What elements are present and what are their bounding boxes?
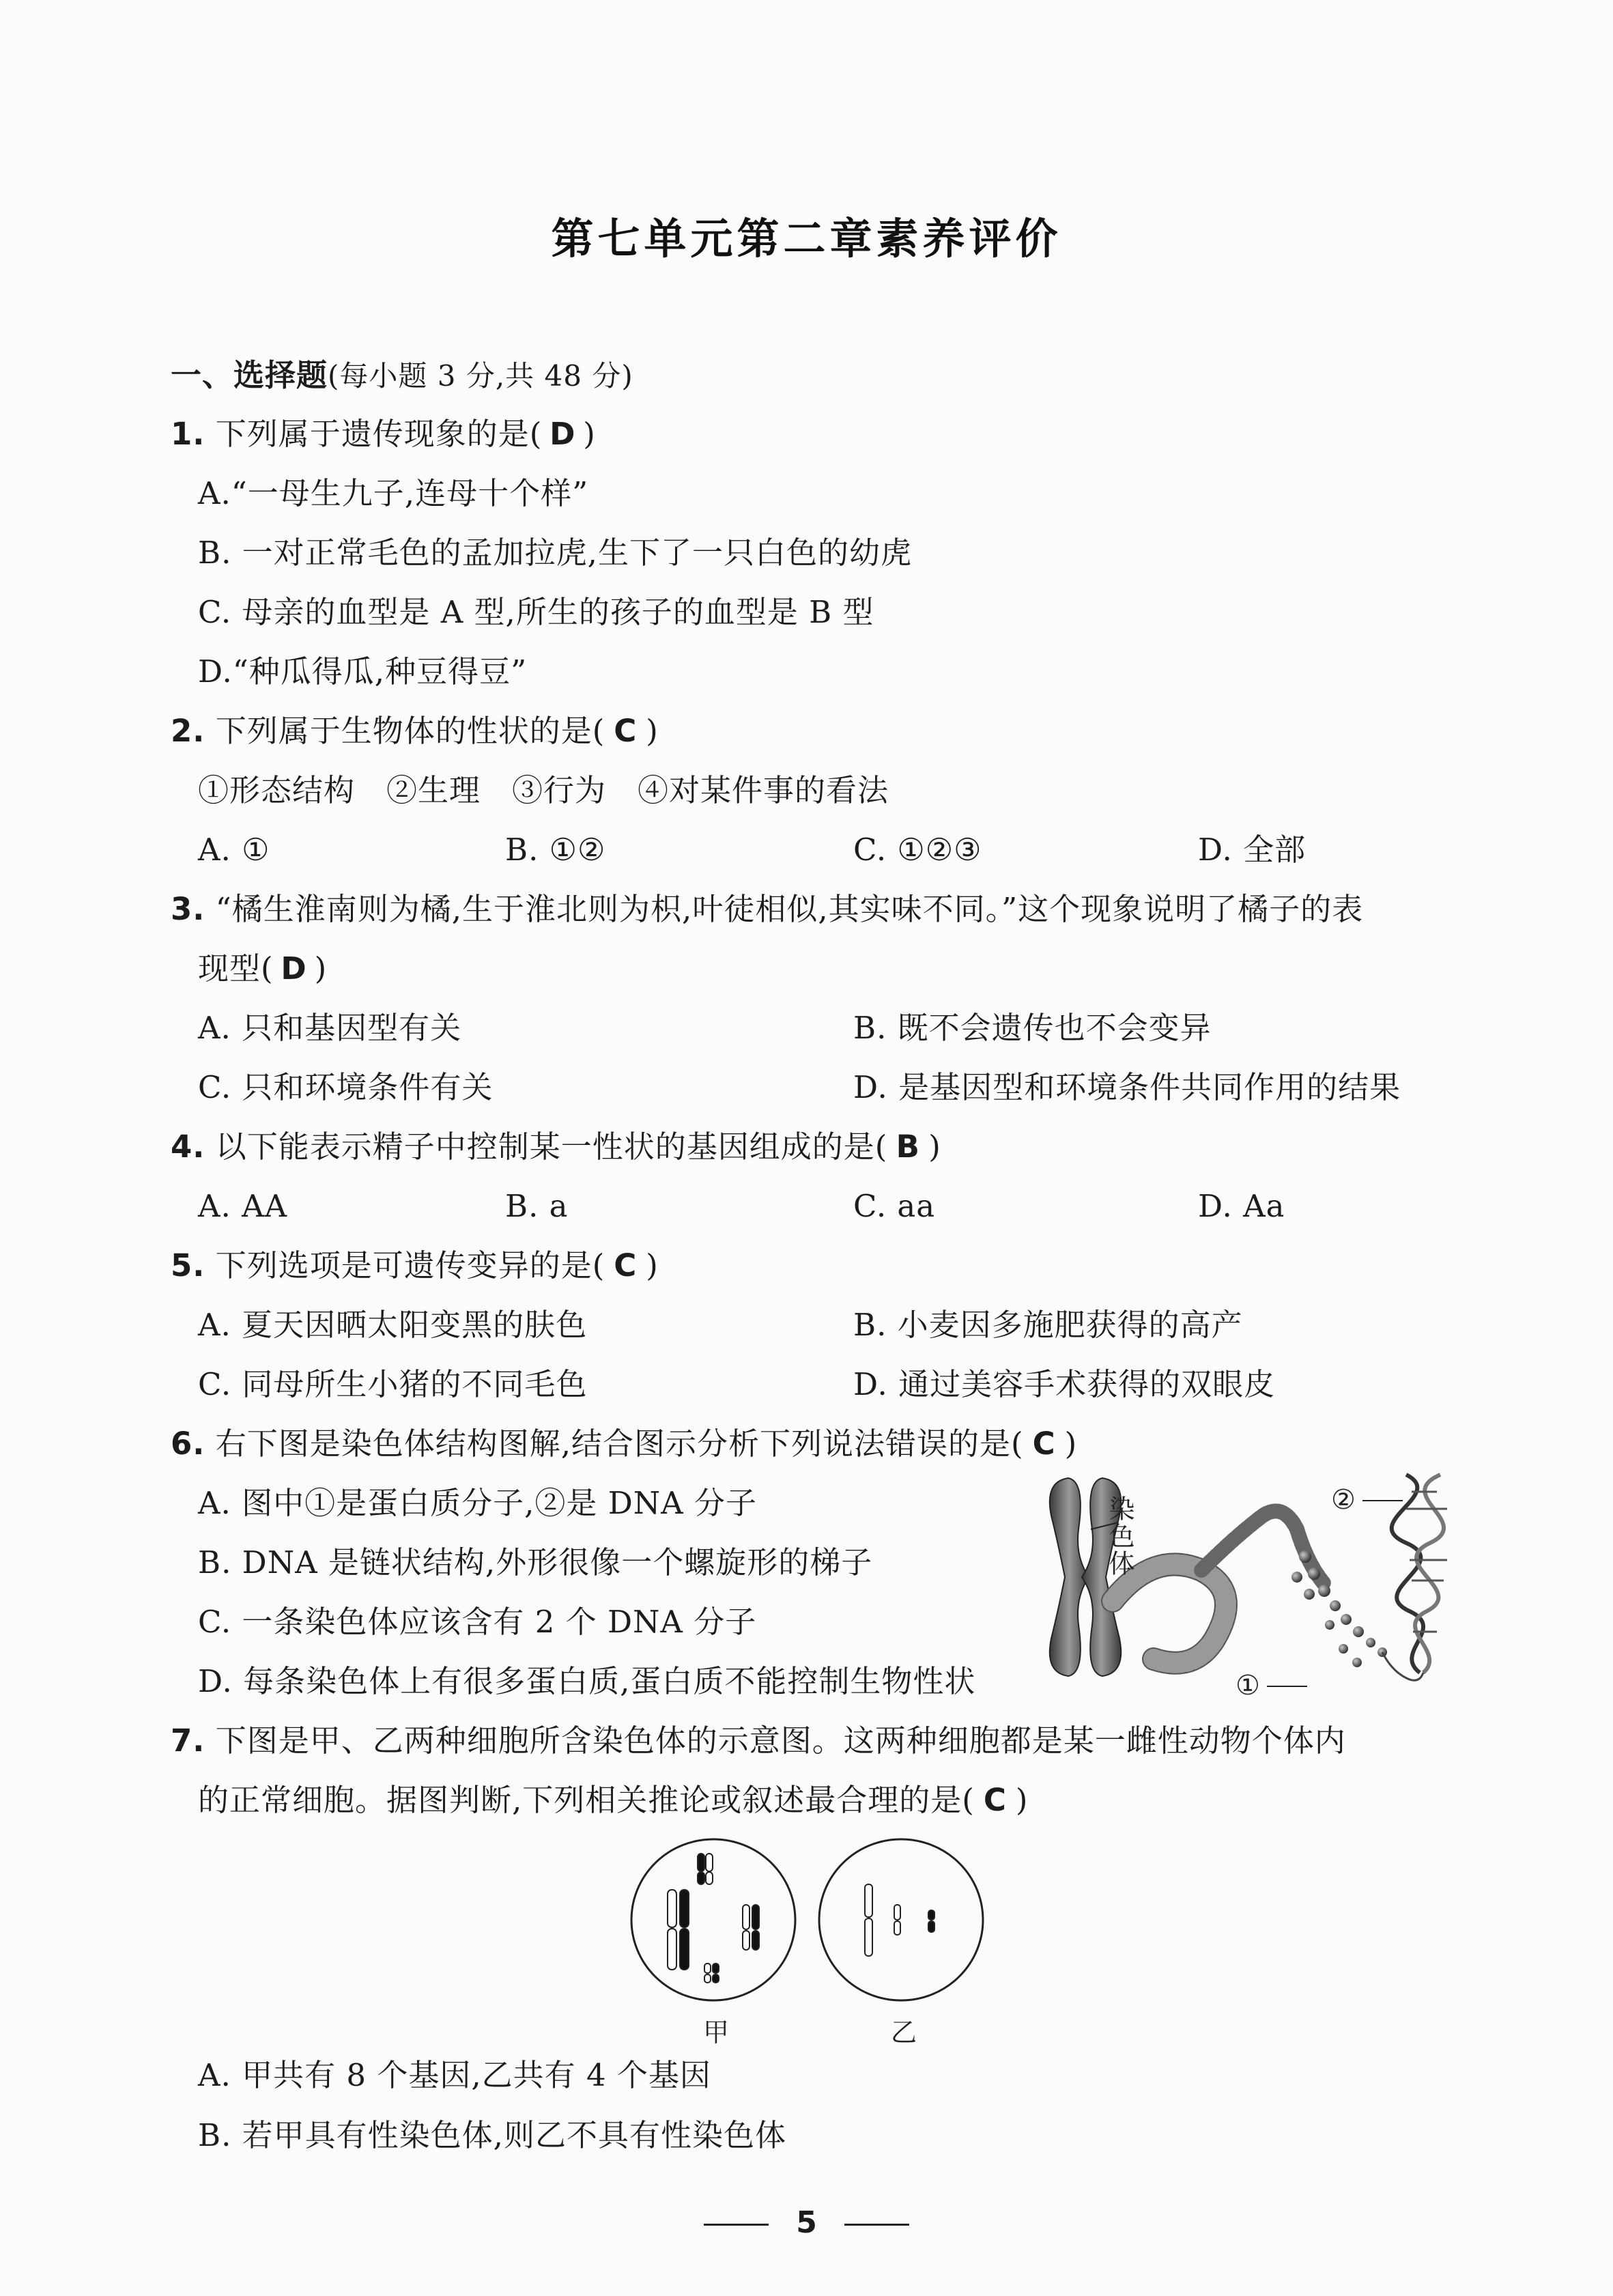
section-label: 一、选择题 xyxy=(171,357,328,393)
question-number: 4. xyxy=(171,1129,205,1165)
option-b: B. 一对正常毛色的孟加拉虎,生下了一只白色的幼虎 xyxy=(198,535,912,571)
marker-2-label: ② xyxy=(1331,1484,1356,1516)
question-close: ) xyxy=(646,1247,659,1284)
chromosome-structure-figure xyxy=(1038,1454,1474,1714)
question-close: ) xyxy=(1064,1426,1078,1462)
question-text: 下图是甲、乙两种细胞所含染色体的示意图。这两种细胞都是某一雌性动物个体内 xyxy=(215,1723,1346,1759)
option-b: B. 若甲具有性染色体,则乙不具有性染色体 xyxy=(198,2117,786,2153)
question-number: 5. xyxy=(171,1247,205,1284)
option-c: C. 一条染色体应该含有 2 个 DNA 分子 xyxy=(198,1604,757,1640)
answer: C xyxy=(983,1782,1007,1818)
option-b: B. DNA 是链状结构,外形很像一个螺旋形的梯子 xyxy=(198,1544,873,1581)
question-number: 6. xyxy=(171,1426,205,1462)
question-close: ) xyxy=(1015,1782,1029,1818)
option-d: D. 全部 xyxy=(1198,832,1307,868)
chromatin-coil xyxy=(1113,1511,1324,1662)
question-text: 现型( xyxy=(198,950,274,987)
option-d: D. 每条染色体上有很多蛋白质,蛋白质不能控制生物性状 xyxy=(198,1663,976,1699)
question-text: 下列选项是可遗传变异的是( xyxy=(215,1247,605,1284)
option-c: C. ①②③ xyxy=(853,832,982,868)
question-2-stem xyxy=(171,711,659,752)
answer: C xyxy=(614,1247,638,1284)
option-d: D. 通过美容手术获得的双眼皮 xyxy=(853,1366,1276,1402)
cell-b xyxy=(819,1839,983,2000)
question-number: 3. xyxy=(171,891,205,927)
option-b: B. a xyxy=(505,1188,569,1224)
option-b: B. 既不会遗传也不会变异 xyxy=(853,1010,1212,1046)
option-a: A. 图中①是蛋白质分子,②是 DNA 分子 xyxy=(198,1485,757,1521)
option-a: A.“一母生九子,连母十个样” xyxy=(198,475,589,511)
chromosome-diagram xyxy=(1038,1454,1474,1714)
question-5-stem xyxy=(171,1245,659,1286)
option-a: A. ① xyxy=(198,832,270,868)
cell-a xyxy=(631,1839,795,2000)
chromosome-label: 染色体 xyxy=(1104,1495,1134,1577)
question-number: 1. xyxy=(171,416,205,452)
option-b: B. 小麦因多施肥获得的高产 xyxy=(853,1307,1243,1343)
option-b: B. ①② xyxy=(505,832,606,868)
question-close: ) xyxy=(928,1129,941,1165)
question-text: 以下能表示精子中控制某一性状的基因组成的是( xyxy=(215,1129,888,1165)
option-c: C. 只和环境条件有关 xyxy=(198,1069,494,1105)
question-3-stem-continued xyxy=(198,948,327,989)
cell-b-label: 乙 xyxy=(891,2017,917,2047)
option-d: D.“种瓜得瓜,种豆得豆” xyxy=(198,653,528,690)
question-close: ) xyxy=(583,416,596,452)
answer: B xyxy=(896,1129,920,1165)
question-6-stem xyxy=(171,1423,1077,1464)
page-title: 第七单元第二章素养评价 xyxy=(551,214,1062,264)
question-number: 7. xyxy=(171,1723,205,1759)
question-7-stem xyxy=(171,1720,1346,1761)
marker-1-label: ① xyxy=(1236,1670,1260,1701)
cell-chromosome-figure xyxy=(628,1837,1010,2048)
option-d: D. 是基因型和环境条件共同作用的结果 xyxy=(853,1069,1401,1105)
option-d: D. Aa xyxy=(1198,1188,1285,1224)
question-text: 下列属于遗传现象的是( xyxy=(215,416,543,452)
option-a: A. 甲共有 8 个基因,乙共有 4 个基因 xyxy=(198,2057,711,2093)
answer: C xyxy=(1032,1426,1056,1462)
question-1-stem xyxy=(171,414,596,455)
answer: D xyxy=(549,416,576,452)
answer: C xyxy=(614,713,638,749)
option-a: A. 夏天因晒太阳变黑的肤色 xyxy=(198,1307,588,1343)
question-7-stem-continued xyxy=(198,1780,1028,1821)
question-3-stem xyxy=(171,889,1363,930)
cell-a-label: 甲 xyxy=(703,2017,730,2047)
footer-dash-left xyxy=(704,2224,769,2226)
cell-diagram xyxy=(628,1837,1010,2048)
question-text: 的正常细胞。据图判断,下列相关推论或叙述最合理的是( xyxy=(198,1782,975,1818)
question-4-stem xyxy=(171,1126,941,1167)
page-number-footer xyxy=(0,2205,1613,2240)
page-number: 5 xyxy=(796,2205,817,2240)
option-c: C. aa xyxy=(853,1188,936,1224)
option-a: A. AA xyxy=(198,1188,288,1224)
answer: D xyxy=(281,950,307,987)
question-2-items: ①形态结构 ②生理 ③行为 ④对某件事的看法 xyxy=(198,772,889,808)
dna-double-helix xyxy=(1382,1475,1447,1680)
question-close: ) xyxy=(646,713,659,749)
footer-dash-right xyxy=(844,2224,909,2226)
section-heading xyxy=(171,355,633,397)
option-c: C. 母亲的血型是 A 型,所生的孩子的血型是 B 型 xyxy=(198,594,874,630)
option-c: C. 同母所生小猪的不同毛色 xyxy=(198,1366,588,1402)
question-close: ) xyxy=(314,950,328,987)
section-note: (每小题 3 分,共 48 分) xyxy=(328,359,633,393)
question-text: “橘生淮南则为橘,生于淮北则为枳,叶徒相似,其实味不同。”这个现象说明了橘子的表 xyxy=(215,891,1364,927)
question-number: 2. xyxy=(171,713,205,749)
question-text: 右下图是染色体结构图解,结合图示分析下列说法错误的是( xyxy=(215,1426,1024,1462)
option-a: A. 只和基因型有关 xyxy=(198,1010,462,1046)
question-text: 下列属于生物体的性状的是( xyxy=(215,713,605,749)
